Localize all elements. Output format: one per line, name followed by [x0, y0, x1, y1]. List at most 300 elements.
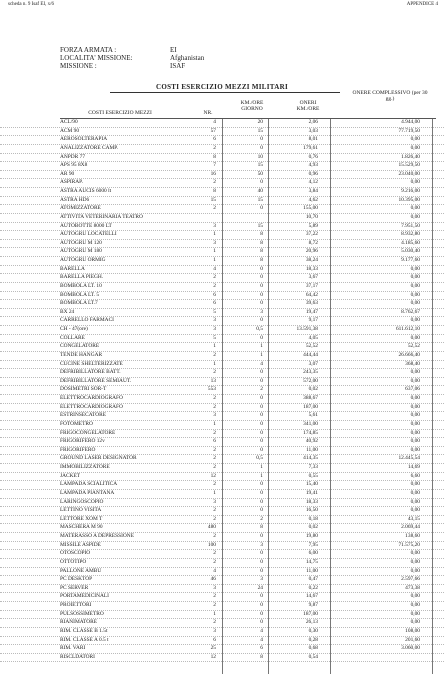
cell-oneri: 14,75: [305, 558, 318, 565]
cell-name: ACM 90: [60, 127, 80, 134]
cell-onere: 0,00: [410, 300, 420, 307]
cell-km-giorno: 2: [260, 515, 263, 522]
title-underline: [110, 92, 340, 93]
cell-onere: 43,15: [407, 515, 420, 522]
cell-name: LETTINO VISITA: [60, 507, 102, 514]
cell-onere: 0,00: [410, 395, 420, 401]
table-row: [0, 430, 444, 439]
cell-name: LETTORE XOM T: [60, 515, 103, 522]
cell-nr: 480: [207, 524, 216, 531]
cell-km-giorno: 3: [260, 308, 263, 315]
cell-onere: 5.030,40: [401, 248, 420, 255]
cell-name: AUTOBOTTE 8000 LT: [60, 222, 112, 229]
table-row: [0, 628, 444, 637]
table-row: [0, 197, 444, 206]
cell-km-giorno: 10: [257, 153, 263, 160]
cell-nr: 1: [213, 248, 216, 255]
cell-oneri: 174,85: [303, 429, 318, 436]
table-row: [0, 378, 444, 387]
table-row: [0, 343, 444, 352]
cell-km-giorno: 0: [260, 593, 263, 600]
table-row: [0, 438, 444, 447]
cell-name: MASCHERA M 90: [60, 524, 103, 531]
cell-oneri: 0,68: [308, 645, 318, 652]
meta-value: ISAF: [170, 62, 186, 70]
cell-oneri: 0,28: [308, 636, 318, 643]
cell-km-giorno: 3: [260, 541, 263, 548]
column-header-oneri: ONERI KM./ORE: [296, 100, 320, 112]
table-row: [0, 335, 444, 344]
cell-oneri: 10,70: [305, 213, 318, 220]
cell-nr: 2: [213, 369, 216, 376]
cell-name: AUTOGRU M 180: [60, 248, 102, 255]
cell-nr: 7: [213, 162, 216, 169]
cell-km-giorno: 0: [260, 291, 263, 298]
cell-nr: 6: [213, 136, 216, 143]
cell-onere: 0,00: [410, 274, 420, 281]
cell-oneri: 9,87: [308, 602, 318, 608]
cell-nr: 1: [213, 610, 216, 617]
table-row: [0, 223, 444, 232]
cell-oneri: 7,33: [308, 464, 318, 470]
cell-km-giorno: 1: [260, 472, 263, 479]
table-row: [0, 361, 444, 370]
cell-name: FRIGORIFERO 12v: [60, 438, 105, 445]
cell-onere: 0,00: [410, 282, 420, 289]
table-row: [0, 490, 444, 499]
cell-oneri: 52,52: [305, 343, 318, 350]
cell-km-giorno: 0: [260, 610, 263, 617]
cell-nr: 13: [210, 377, 216, 384]
cell-nr: 57: [210, 127, 216, 134]
cell-nr: 4: [213, 567, 216, 574]
cell-nr: 6: [213, 438, 216, 445]
cell-oneri: 4,05: [308, 334, 318, 341]
cell-oneri: 5,89: [308, 222, 318, 229]
cell-onere: 611.612,10: [395, 326, 420, 332]
cell-onere: 8.762,67: [401, 308, 420, 315]
cell-km-giorno: 15: [257, 162, 263, 169]
cell-km-giorno: 0: [260, 205, 263, 212]
cell-name: DOSIMETRI SOR-T: [60, 386, 107, 393]
cell-name: ESTRINSECATORE: [60, 412, 107, 419]
cell-onere: 0,00: [410, 489, 420, 496]
cell-oneri: 414,35: [303, 455, 318, 462]
cell-km-giorno: 8: [260, 248, 263, 255]
cell-name: IMMOBILIZZATORE: [60, 464, 110, 470]
cell-onere: 9.216,00: [401, 188, 420, 194]
cell-km-giorno: 0: [260, 558, 263, 565]
cell-name: DEFRIBILLATORE BATT.: [60, 369, 121, 376]
cell-oneri: 13.591,38: [296, 326, 318, 332]
cell-nr: 2: [213, 282, 216, 289]
cell-onere: 0,00: [410, 602, 420, 608]
cell-onere: 15.529,50: [398, 162, 420, 169]
cell-oneri: 3,84: [308, 188, 318, 194]
cell-name: PULSOSSIMETRO: [60, 610, 104, 617]
table-row: [0, 585, 444, 594]
meta-value: EI: [170, 46, 177, 54]
meta-row: [60, 46, 204, 54]
cell-name: COLLARE: [60, 334, 85, 341]
cell-oneri: 2,06: [308, 119, 318, 125]
cell-name: PC SERVER: [60, 584, 89, 591]
cell-onere: 0,00: [410, 377, 420, 384]
meta-value: Afghanistan: [170, 54, 205, 62]
cell-km-giorno: 0: [260, 369, 263, 376]
cell-km-giorno: 0: [260, 481, 263, 488]
table-row: [0, 136, 444, 145]
cell-name: JACKET: [60, 472, 81, 479]
cell-onere: 9.177,60: [401, 257, 420, 263]
cell-nr: 6: [213, 291, 216, 298]
cell-km-giorno: 8: [260, 257, 263, 263]
cell-onere: 0,00: [410, 136, 420, 143]
cell-onere: 26.666,40: [398, 351, 420, 358]
cell-name: CARRELLO FARMACI: [60, 317, 114, 324]
table-row: [0, 421, 444, 430]
cell-km-giorno: 50: [257, 170, 263, 177]
cell-onere: 71.575,20: [398, 541, 420, 548]
cell-km-giorno: 0: [260, 602, 263, 608]
cell-km-giorno: 40: [257, 188, 263, 194]
cell-nr: 2: [213, 395, 216, 401]
cell-km-giorno: 1: [260, 343, 263, 350]
cell-oneri: 39,63: [305, 300, 318, 307]
cell-km-giorno: 0: [260, 619, 263, 626]
page-header-right: APPENDICE 4: [406, 2, 438, 7]
cell-km-giorno: 0: [260, 567, 263, 574]
cell-oneri: 444,44: [303, 351, 318, 358]
cell-name: ASTRA HD6: [60, 196, 90, 203]
cell-nr: 2: [213, 144, 216, 151]
cell-km-giorno: 0: [260, 429, 263, 436]
table-row: [0, 524, 444, 533]
table-row: [0, 395, 444, 404]
cell-name: TENDE HANGAR: [60, 351, 103, 358]
cell-oneri: 4,62: [308, 196, 318, 203]
cell-onere: 138,60: [405, 533, 420, 539]
cell-oneri: 388,67: [303, 395, 318, 401]
table-row: [0, 386, 444, 395]
cell-name: RIANIMATORE: [60, 619, 98, 626]
table-row: [0, 214, 444, 223]
cell-km-giorno: 0: [260, 334, 263, 341]
table-row: [0, 274, 444, 283]
cell-nr: 16: [210, 170, 216, 177]
column-header-nr: NR.: [203, 110, 213, 116]
table-row: [0, 283, 444, 292]
cell-onere: 0,00: [410, 429, 420, 436]
column-header-km-giorno: KM./ORE GIORNO: [240, 100, 264, 112]
table-row: [0, 447, 444, 456]
cell-oneri: 0,02: [308, 524, 318, 531]
cell-oneri: 64,42: [305, 291, 318, 298]
cell-km-giorno: 0: [260, 136, 263, 143]
cell-nr: 3: [213, 326, 216, 332]
cell-onere: 0,00: [410, 369, 420, 376]
table-row: [0, 576, 444, 585]
table-row: [0, 257, 444, 266]
cell-name: FRIGORIFERO: [60, 446, 96, 453]
cell-name: AEROSOLTERAPIA: [60, 136, 108, 143]
table-row: [0, 154, 444, 163]
table-row: [0, 128, 444, 137]
cell-name: GROUND LASER DESIGNATOR: [60, 455, 137, 462]
table-row: [0, 516, 444, 525]
table-row: [0, 654, 444, 663]
cell-onere: 637,06: [405, 386, 420, 393]
cell-onere: 77.719,50: [398, 127, 420, 134]
cell-oneri: 0,76: [308, 153, 318, 160]
cell-km-giorno: 0: [260, 533, 263, 539]
cell-name: MISSILE ASPIDE: [60, 541, 101, 548]
cell-name: RIM. CLASSE A 0.5 t: [60, 636, 109, 643]
cell-name: PROIETTORI: [60, 602, 92, 608]
cell-nr: 100: [207, 541, 216, 548]
cell-nr: 2: [213, 533, 216, 539]
table-row: [0, 619, 444, 628]
cell-km-giorno: 4: [260, 636, 263, 643]
cell-km-giorno: 0: [260, 403, 263, 410]
cell-km-giorno: 8: [260, 524, 263, 531]
cell-km-giorno: 0: [260, 446, 263, 453]
meta-label: FORZA ARMATA :: [60, 46, 117, 54]
cell-name: LAMPADA SCIALITICA: [60, 481, 118, 488]
cell-nr: 5: [213, 334, 216, 341]
cell-nr: 1: [213, 420, 216, 427]
cell-oneri: 187,00: [303, 403, 318, 410]
cell-nr: 3: [213, 222, 216, 229]
table-row: [0, 317, 444, 326]
cell-km-giorno: 4: [260, 360, 263, 367]
costs-table: [0, 119, 444, 662]
cell-km-giorno: 6: [260, 645, 263, 652]
cell-nr: 553: [207, 386, 216, 393]
cell-oneri: 5,61: [308, 412, 318, 419]
cell-km-giorno: 0: [260, 377, 263, 384]
cell-nr: 8: [213, 188, 216, 194]
cell-oneri: 0,02: [308, 386, 318, 393]
cell-km-giorno: 8: [260, 653, 263, 660]
table-row: [0, 568, 444, 577]
cell-km-giorno: 0: [260, 420, 263, 427]
cell-onere: 0,00: [410, 420, 420, 427]
table-row: [0, 145, 444, 154]
cell-name: APS 95 8X8: [60, 162, 88, 169]
cell-nr: 12: [210, 653, 216, 660]
cell-onere: 0,00: [410, 481, 420, 488]
cell-name: AUTOGRU ORMIG: [60, 257, 106, 263]
cell-name: AR 90: [60, 170, 75, 177]
table-row: [0, 404, 444, 413]
cell-nr: 1: [213, 257, 216, 263]
cell-name: BARELLA PIEGH.: [60, 274, 104, 281]
cell-km-giorno: 15: [257, 196, 263, 203]
cell-nr: 2: [213, 619, 216, 626]
cell-nr: 2: [213, 403, 216, 410]
meta-row: [60, 54, 204, 62]
cell-nr: 2: [213, 558, 216, 565]
cell-nr: 12: [210, 472, 216, 479]
cell-name: ASPIRAP.: [60, 179, 83, 186]
cell-onere: 0,00: [410, 291, 420, 298]
cell-onere: 108,00: [405, 627, 420, 634]
cell-name: FRIGOCONGELATORE: [60, 429, 116, 436]
table-row: [0, 473, 444, 482]
cell-oneri: 19,47: [305, 308, 318, 315]
cell-oneri: 4,93: [308, 162, 318, 169]
cell-nr: 2: [213, 446, 216, 453]
cell-oneri: 11,00: [306, 446, 318, 453]
cell-name: RISCLDATORI: [60, 653, 95, 660]
cell-nr: 2: [213, 593, 216, 600]
cell-nr: 6: [213, 300, 216, 307]
cell-km-giorno: 0: [260, 395, 263, 401]
cell-onere: 23.040,00: [398, 170, 420, 177]
cell-name: ATTIVITA VETERINARIA TEATRO: [60, 213, 143, 220]
cell-km-giorno: 0: [260, 498, 263, 505]
cell-nr: 2: [213, 464, 216, 470]
cell-name: RIM. VARI: [60, 645, 86, 652]
cell-onere: 0,00: [410, 438, 420, 445]
cell-nr: 2: [213, 274, 216, 281]
cell-nr: 2: [213, 507, 216, 514]
cell-nr: 2: [213, 429, 216, 436]
cell-name: CONGELATORE: [60, 343, 100, 350]
mission-info: [60, 46, 204, 70]
cell-oneri: 0,18: [308, 515, 318, 522]
cell-name: ANPDR 77: [60, 153, 86, 160]
cell-onere: 0,00: [410, 567, 420, 574]
table-row: [0, 602, 444, 611]
cell-nr: 3: [213, 584, 216, 591]
cell-nr: 2: [213, 602, 216, 608]
meta-label: MISSIONE :: [60, 62, 97, 70]
table-row: [0, 611, 444, 620]
cell-km-giorno: 0: [260, 412, 263, 419]
cell-onere: 0,00: [410, 412, 420, 419]
cell-name: MATERASSO A DEPRESSIONE: [60, 533, 134, 539]
cell-oneri: 18,33: [305, 265, 318, 272]
cell-oneri: 8,01: [308, 136, 318, 143]
cell-name: ACL/90: [60, 119, 78, 125]
table-row: [0, 205, 444, 214]
cell-onere: 10.395,00: [398, 196, 420, 203]
cell-onere: 0,00: [410, 558, 420, 565]
cell-name: DEFRIBILLATORE SEMIAUT.: [60, 377, 132, 384]
cell-nr: 4: [213, 265, 216, 272]
cell-km-giorno: 0: [260, 274, 263, 281]
table-row: [0, 171, 444, 180]
cell-nr: 3: [213, 239, 216, 246]
cell-nr: 1: [213, 489, 216, 496]
cell-oneri: 11,00: [306, 567, 318, 574]
table-row: [0, 326, 444, 335]
cell-onere: 2.069,44: [401, 524, 420, 531]
cell-km-giorno: 0: [260, 300, 263, 307]
cell-oneri: 37,22: [305, 231, 318, 238]
table-row: [0, 240, 444, 249]
cell-oneri: 155,00: [303, 205, 318, 212]
cell-name: BOMBOLA LT.7: [60, 300, 98, 307]
cell-name: AUTOGRU LOCATELLI: [60, 231, 117, 238]
table-row: [0, 455, 444, 464]
cell-km-giorno: 1: [260, 464, 263, 470]
cell-oneri: 6,00: [308, 550, 318, 557]
cell-km-giorno: 0,5: [256, 455, 263, 462]
cell-nr: 2: [213, 515, 216, 522]
cell-oneri: 243,35: [303, 369, 318, 376]
page-title: COSTI ESERCIZIO MEZZI MILITARI: [156, 83, 288, 91]
cell-oneri: 19,41: [305, 489, 318, 496]
cell-onere: 368,40: [405, 360, 420, 367]
column-header-onere: ONERE COMPLESSIVO (per 30 gg.): [352, 90, 428, 102]
table-row: [0, 507, 444, 516]
meta-row: [60, 62, 204, 70]
cell-onere: 0,00: [410, 619, 420, 626]
cell-oneri: 0,22: [308, 584, 318, 591]
cell-nr: 3: [213, 412, 216, 419]
cell-oneri: 15,40: [305, 481, 318, 488]
cell-onere: 0,00: [410, 550, 420, 557]
cell-km-giorno: 0: [260, 144, 263, 151]
cell-nr: 2: [213, 351, 216, 358]
cell-onere: 1.826,40: [401, 153, 420, 160]
cell-nr: 2: [213, 481, 216, 488]
cell-oneri: 37,17: [305, 282, 318, 289]
cell-name: CH - 47(ore): [60, 326, 88, 332]
cell-nr: 1: [213, 343, 216, 350]
cell-name: CUCINE SHELTERIZZATE: [60, 360, 123, 367]
cell-oneri: 20,96: [305, 248, 318, 255]
cell-name: ANALIZZATORE CAMP.: [60, 144, 118, 151]
cell-km-giorno: 0: [260, 179, 263, 186]
cell-oneri: 341,00: [303, 420, 318, 427]
cell-name: OTTOTIPO: [60, 558, 87, 565]
cell-onere: 2.597,66: [401, 576, 420, 583]
cell-oneri: 19,80: [305, 533, 318, 539]
cell-onere: 0,00: [410, 265, 420, 272]
cell-km-giorno: 4: [260, 627, 263, 634]
cell-nr: 46: [210, 576, 216, 583]
cell-km-giorno: 2: [260, 386, 263, 393]
table-row: [0, 593, 444, 602]
cell-onere: 0,00: [410, 213, 420, 220]
cell-km-giorno: 3: [260, 576, 263, 583]
cell-km-giorno: 0,5: [256, 326, 263, 332]
cell-oneri: 3,03: [308, 127, 318, 134]
table-row: [0, 309, 444, 318]
cell-oneri: 8,72: [308, 239, 318, 246]
cell-oneri: 9,17: [308, 317, 318, 324]
cell-name: BARELLA: [60, 265, 85, 272]
table-row: [0, 352, 444, 361]
cell-name: PC DESKTOP: [60, 576, 93, 583]
table-row: [0, 119, 444, 128]
cell-name: FOTOMETRO: [60, 420, 93, 427]
cell-onere: 14,69: [407, 464, 420, 470]
cell-nr: 2: [213, 205, 216, 212]
cell-oneri: 187,00: [303, 610, 318, 617]
cell-oneri: 0,54: [308, 653, 318, 660]
cell-onere: 0,00: [410, 593, 420, 600]
cell-km-giorno: 0: [260, 317, 263, 324]
cell-onere: 0,00: [410, 144, 420, 151]
cell-km-giorno: 0: [260, 438, 263, 445]
cell-onere: 3.060,00: [401, 645, 420, 652]
page-header-left: scheda n. 9 Isaf EI, x/6: [8, 2, 54, 7]
